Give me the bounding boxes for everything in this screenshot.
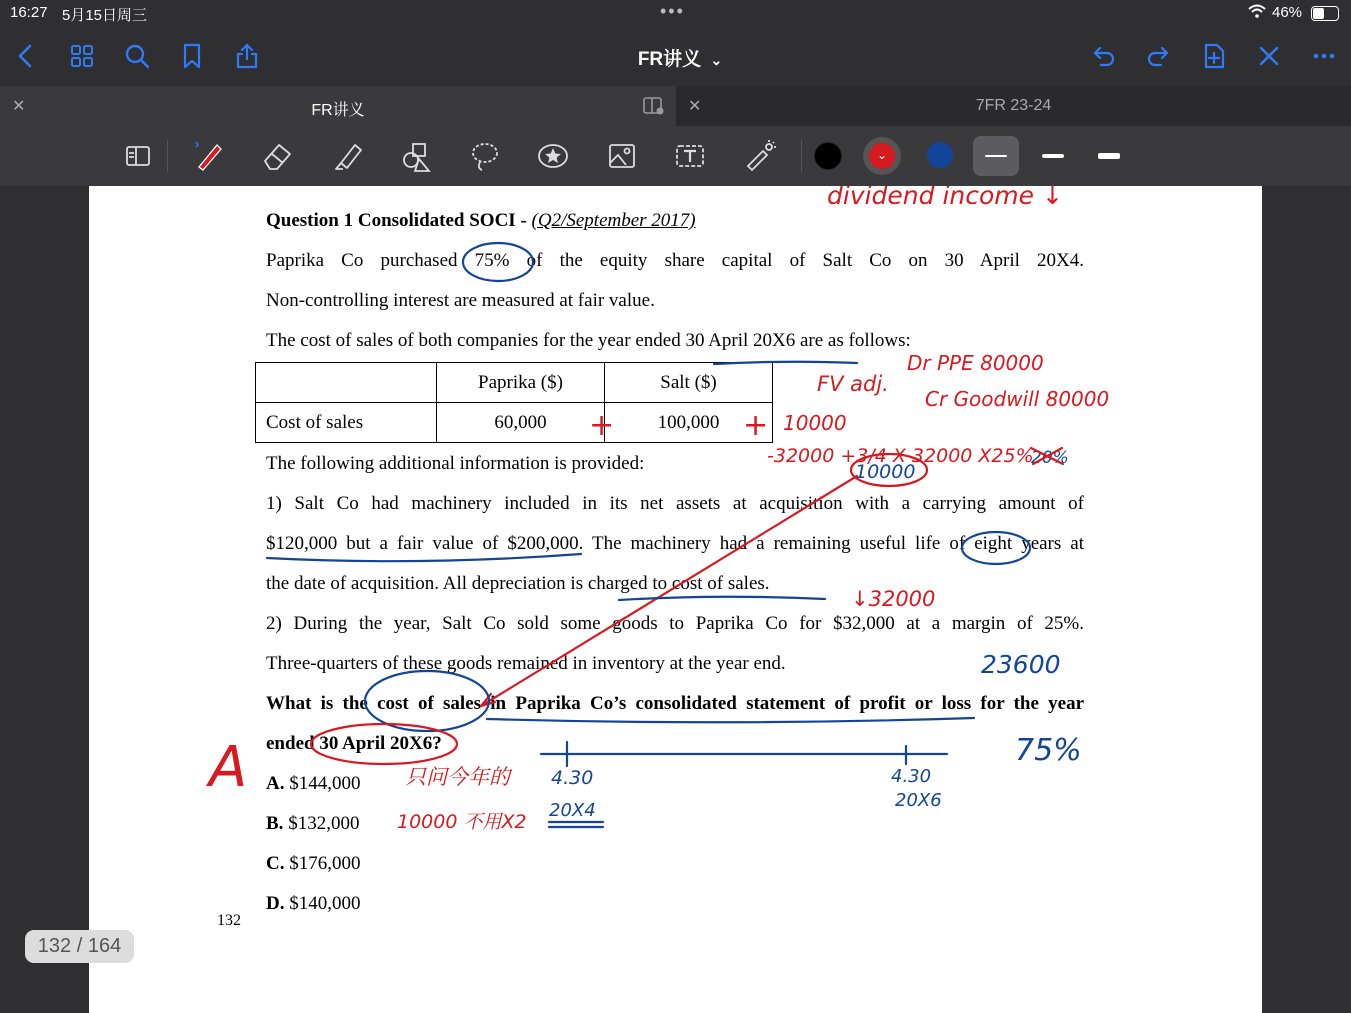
stroke-thick-option[interactable] — [1086, 136, 1132, 176]
question-line: ended 30 April 20X6? — [266, 733, 442, 754]
table-cell: 60,000 — [437, 403, 605, 443]
option-d — [266, 893, 360, 915]
toolbar-divider — [167, 140, 168, 172]
paragraph-line: The following additional information is provided: — [266, 453, 645, 474]
annotation-toolbar — [0, 126, 1351, 186]
table-header-cell: Paprika ($) — [437, 363, 605, 403]
ink-note: 10000 — [855, 461, 916, 483]
multitask-dots-icon[interactable]: ••• — [660, 1, 685, 21]
ink-note: 75% — [1015, 733, 1082, 768]
option-letter: A. — [266, 773, 285, 794]
option-value: $132,000 — [288, 813, 360, 834]
sticker-icon[interactable] — [533, 136, 573, 176]
paragraph-line: Non-controlling interest are measured at fair value. — [266, 290, 655, 311]
ink-note: 只问今年的 — [405, 765, 510, 789]
ink-timeline-label: 20X4 — [549, 800, 596, 821]
option-letter: D. — [266, 893, 285, 914]
table-cell: 100,000 — [605, 403, 773, 443]
ink-timeline-label: 20X6 — [895, 790, 942, 811]
tab-label: 7FR 23-24 — [975, 97, 1052, 114]
ink-note: dividend income ↓ — [827, 186, 1063, 210]
ink-timeline-label: 4.30 — [891, 766, 932, 787]
grid-view-icon[interactable] — [64, 38, 100, 74]
option-value: $144,000 — [289, 773, 361, 794]
status-time: 16:27 — [10, 4, 48, 21]
cost-of-sales-table — [255, 362, 773, 443]
table-row-label: Cost of sales — [256, 403, 437, 443]
tab-7fr[interactable] — [676, 86, 1351, 126]
ink-note: 10000 — [783, 411, 847, 435]
toolbar-divider — [801, 140, 802, 172]
table-row — [256, 403, 773, 443]
close-edit-icon[interactable] — [1251, 38, 1287, 74]
color-blue-swatch[interactable] — [927, 142, 953, 168]
page-number: 132 — [217, 912, 241, 929]
close-tab-icon[interactable]: ✕ — [688, 98, 702, 115]
ink-note: FV adj. — [817, 372, 889, 396]
eraser-icon[interactable] — [258, 136, 298, 176]
option-value: $140,000 — [289, 893, 361, 914]
ink-note: Dr PPE 80000 — [907, 351, 1044, 375]
lasso-icon[interactable] — [465, 136, 505, 176]
paragraph-line: 2) During the year, Salt Co sold some goods to Paprika Co for $32,000 at a margin of 25%. — [266, 613, 1084, 634]
ink-note: 23600 — [981, 650, 1061, 679]
option-c — [266, 853, 360, 875]
color-red-swatch[interactable] — [863, 137, 901, 175]
ink-note: 10000 不用X2 — [397, 811, 527, 833]
undo-icon[interactable] — [1086, 38, 1122, 74]
question-line: What is the cost of sales in Paprika Co’s consolidated statement of profit or loss for the year — [266, 693, 1084, 714]
bookmark-icon[interactable] — [174, 38, 210, 74]
ink-answer: A — [209, 735, 248, 800]
stroke-thin-option[interactable] — [973, 136, 1019, 176]
ink-timeline-label: 4.30 — [551, 767, 594, 789]
ink-note: Cr Goodwill 80000 — [925, 387, 1110, 411]
ink-plus: + — [589, 408, 615, 443]
document-title[interactable] — [600, 44, 760, 71]
status-bar — [0, 0, 1351, 26]
pdf-page[interactable] — [89, 186, 1262, 1013]
redo-icon[interactable] — [1140, 38, 1176, 74]
option-value: $176,000 — [289, 853, 361, 874]
table-header-cell — [256, 363, 437, 403]
shapes-icon[interactable] — [396, 136, 436, 176]
back-icon[interactable] — [8, 38, 44, 74]
option-letter: B. — [266, 813, 284, 834]
paragraph-line: Paprika Co purchased 75% of the equity share capital of Salt Co on 30 April 20X4. — [266, 250, 1084, 271]
paragraph-line: $120,000 but a fair value of $200,000. The machinery had a remaining useful life of eight years at — [266, 533, 1084, 554]
tab-label: FR讲义 — [311, 102, 365, 119]
pen-icon[interactable] — [188, 136, 228, 176]
ink-note: -32000 +3/4 X 32000 X25% — [767, 445, 1034, 467]
document-viewport[interactable] — [0, 186, 1351, 1013]
document-title-text: FR讲义 — [637, 49, 702, 70]
laser-pointer-icon[interactable] — [740, 136, 780, 176]
option-b — [266, 813, 359, 835]
page-indicator[interactable]: 132 / 164 — [25, 930, 134, 963]
split-view-icon[interactable] — [643, 96, 665, 116]
battery-percent: 46% — [1272, 4, 1303, 21]
share-icon[interactable] — [229, 38, 265, 74]
ink-note: ↓32000 — [851, 587, 936, 611]
ink-struck: 20% — [1031, 448, 1069, 468]
option-a — [266, 773, 360, 795]
paragraph-line: Three-quarters of these goods remained in inventory at the year end. — [266, 653, 786, 674]
image-icon[interactable] — [602, 136, 642, 176]
wifi-icon — [1248, 4, 1266, 22]
table-header-row — [256, 363, 773, 403]
question-title-text: Question 1 Consolidated SOCI - — [266, 210, 532, 231]
more-icon[interactable] — [1306, 38, 1342, 74]
add-page-icon[interactable] — [1196, 38, 1232, 74]
battery-icon — [1311, 6, 1339, 21]
paragraph-line: 1) Salt Co had machinery included in its net assets at acquisition with a carrying amount of — [266, 493, 1084, 514]
option-letter: C. — [266, 853, 285, 874]
tab-bar — [0, 86, 1351, 126]
close-tab-icon[interactable]: ✕ — [12, 98, 26, 115]
paragraph-line: The cost of sales of both companies for the year ended 30 April 20X6 are as follows: — [266, 330, 911, 351]
color-black-swatch[interactable] — [814, 142, 842, 170]
paragraph-line: the date of acquisition. All depreciation is charged to cost of sales. — [266, 573, 770, 594]
nav-toolbar — [0, 26, 1351, 86]
table-header-cell: Salt ($) — [605, 363, 773, 403]
page-layout-icon[interactable] — [118, 136, 158, 176]
text-box-icon[interactable] — [670, 136, 710, 176]
tab-fr-notes[interactable] — [0, 86, 676, 126]
question-title — [266, 210, 696, 232]
question-source: (Q2/September 2017) — [531, 210, 696, 231]
ink-plus: + — [743, 408, 769, 443]
selected-chevron-icon: ⌄ — [869, 143, 895, 169]
search-icon[interactable] — [119, 38, 155, 74]
highlighter-icon[interactable] — [328, 136, 368, 176]
stroke-medium-option[interactable] — [1030, 136, 1076, 176]
status-date: 5月15日周三 — [62, 7, 148, 24]
chevron-down-icon: ⌄ — [710, 52, 723, 68]
